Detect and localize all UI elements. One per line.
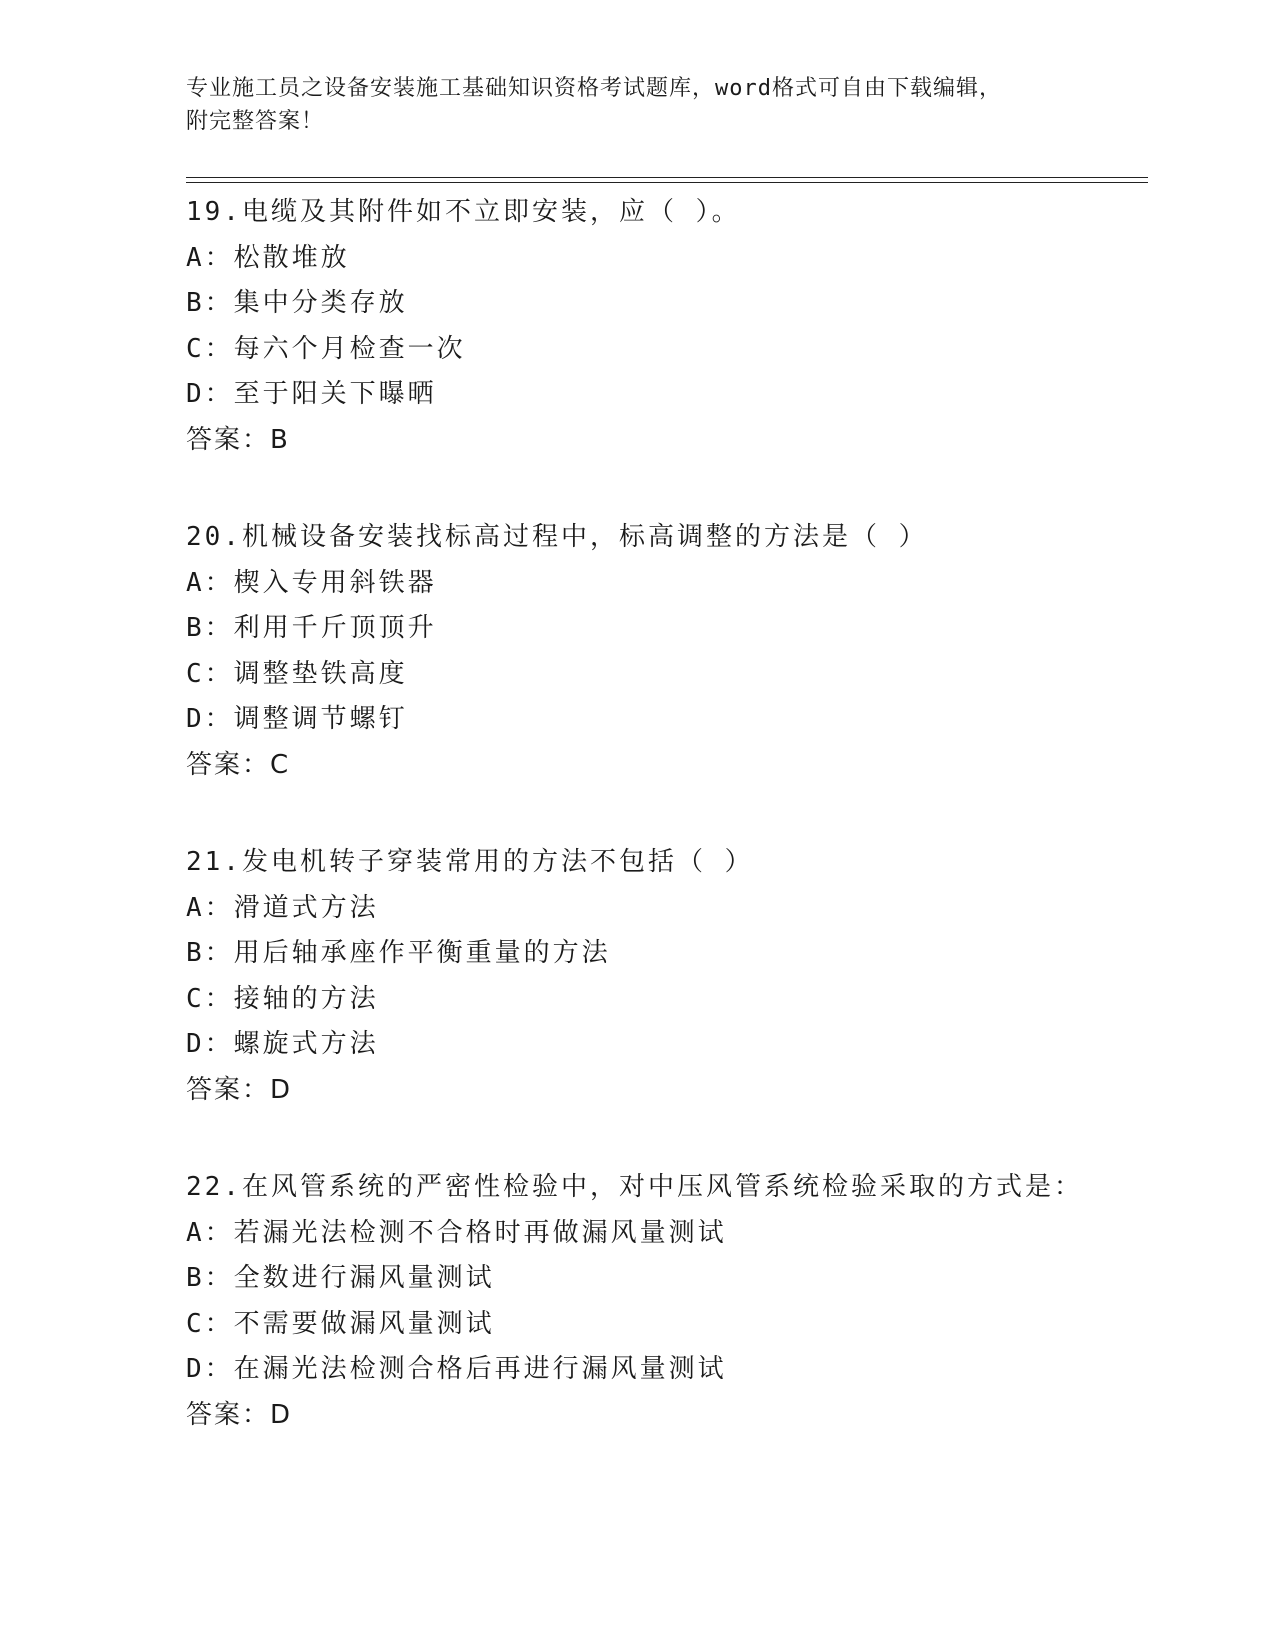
question-stem: 19.电缆及其附件如不立即安装，应（ ）。 — [186, 197, 741, 227]
question-19 — [186, 190, 1146, 463]
answer-label: 答案： — [186, 749, 271, 780]
option-d: D：至于阳关下曝晒 — [186, 379, 437, 409]
question-20 — [186, 515, 1146, 788]
option-a: A：楔入专用斜铁器 — [186, 567, 437, 598]
answer-value: D — [270, 1074, 292, 1105]
question-22 — [186, 1165, 1146, 1438]
option-c: C：调整垫铁高度 — [186, 658, 408, 689]
option-b: B：利用千斤顶顶升 — [186, 613, 437, 643]
option-d: D：螺旋式方法 — [186, 1029, 379, 1059]
option-a: A：滑道式方法 — [186, 892, 379, 923]
document-header — [186, 72, 1066, 138]
header-double-rule — [186, 177, 1148, 183]
question-stem: 20.机械设备安装找标高过程中，标高调整的方法是（ ） — [186, 522, 928, 552]
answer-value: C — [270, 749, 290, 780]
option-a: A：若漏光法检测不合格时再做漏风量测试 — [186, 1217, 727, 1248]
answer-line — [186, 1068, 1146, 1114]
answer-value: D — [270, 1399, 292, 1430]
answer-value: B — [270, 424, 289, 455]
option-b: B：集中分类存放 — [186, 288, 408, 318]
option-c: C：不需要做漏风量测试 — [186, 1308, 495, 1339]
question-21 — [186, 840, 1146, 1113]
option-a: A：松散堆放 — [186, 242, 350, 273]
answer-label: 答案： — [186, 424, 271, 455]
option-b: B：全数进行漏风量测试 — [186, 1263, 495, 1293]
option-d: D：在漏光法检测合格后再进行漏风量测试 — [186, 1354, 727, 1384]
header-line-1: 专业施工员之设备安装施工基础知识资格考试题库，word格式可自由下载编辑， — [186, 76, 1002, 101]
answer-line — [186, 1393, 1146, 1439]
header-line-2: 附完整答案！ — [186, 109, 325, 134]
option-c: C：接轴的方法 — [186, 983, 379, 1014]
answer-line — [186, 743, 1146, 789]
option-d: D：调整调节螺钉 — [186, 704, 408, 734]
question-stem: 22.在风管系统的严密性检验中，对中压风管系统检验采取的方式是： — [186, 1172, 1083, 1202]
answer-line — [186, 418, 1146, 464]
option-b: B：用后轴承座作平衡重量的方法 — [186, 938, 611, 968]
option-c: C：每六个月检查一次 — [186, 333, 466, 364]
answer-label: 答案： — [186, 1399, 271, 1430]
question-stem: 21.发电机转子穿装常用的方法不包括（ ） — [186, 847, 754, 877]
answer-label: 答案： — [186, 1074, 271, 1105]
question-list — [186, 190, 1146, 1490]
